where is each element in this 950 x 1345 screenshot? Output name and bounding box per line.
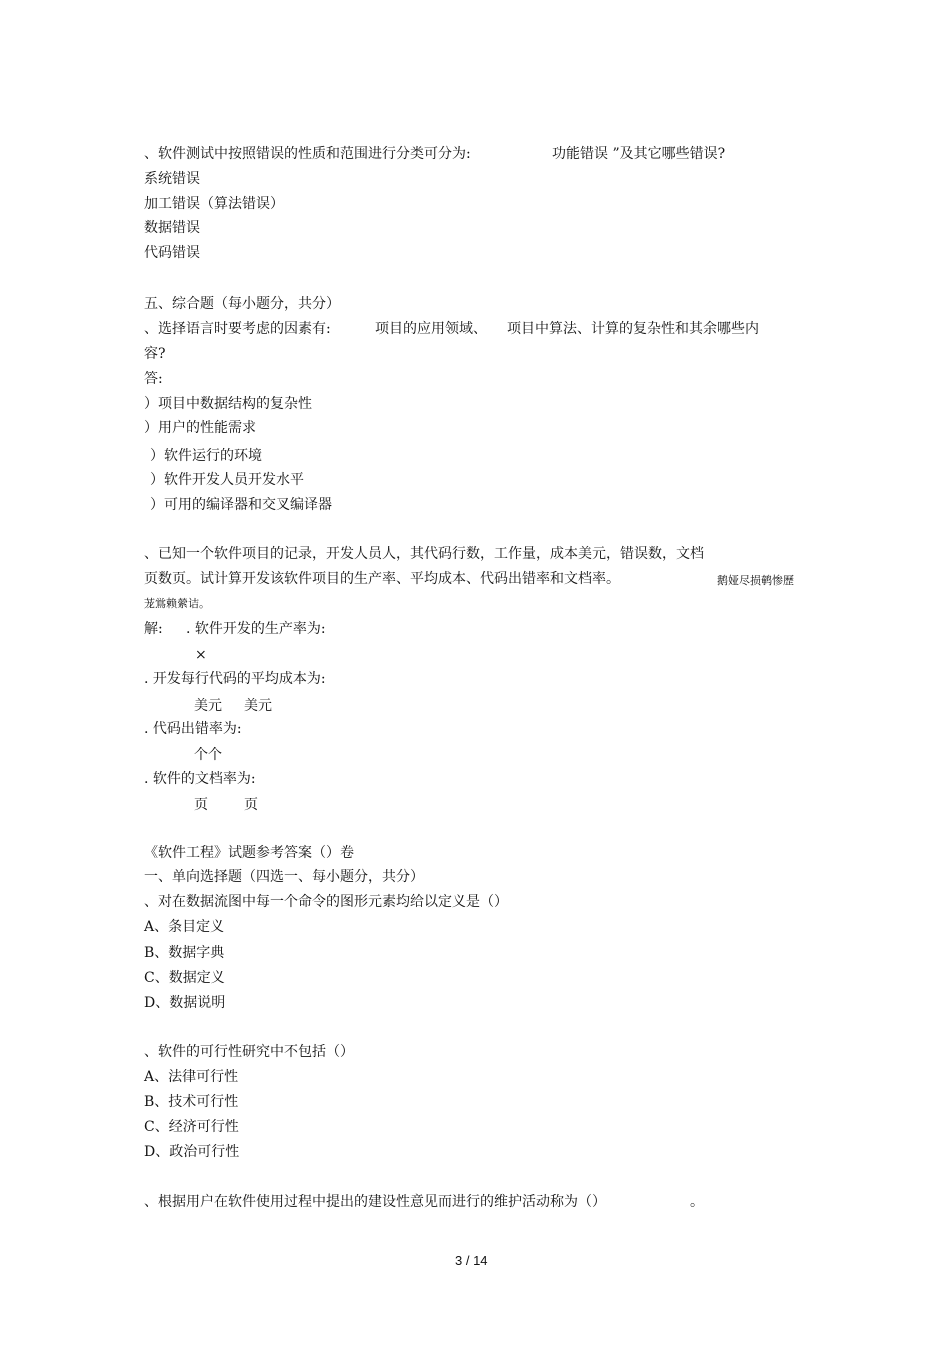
option-item: C、经济可行性: [144, 1119, 239, 1135]
question-project-record-cont: 页数页。试计算开发该软件项目的生产率、平均成本、代码出错率和文档率。: [144, 571, 620, 587]
garbled-text: 鹅娅尽损鹌惨歷: [717, 574, 794, 587]
solution-step: . 开发每行代码的平均成本为:: [144, 671, 326, 687]
solution-value: 美元: [194, 698, 222, 714]
option-item: A、法律可行性: [144, 1069, 239, 1085]
question-project-record: 、已知一个软件项目的记录，开发人员人，其代码行数，工作量，成本美元，错误数，文档: [144, 546, 704, 562]
solution-value: ×: [195, 647, 207, 663]
question-error-classification: 、软件测试中按照错误的性质和范围进行分类可分为:: [144, 146, 471, 162]
solution-value: 美元: [244, 698, 272, 714]
answer-item: 系统错误: [144, 171, 200, 187]
section-heading: 一、单向选择题（四选一、每小题分，共分）: [144, 869, 424, 885]
question-text: 、根据用户在软件使用过程中提出的建设性意见而进行的维护活动称为（）: [144, 1194, 606, 1210]
solution-step: . 软件开发的生产率为:: [186, 621, 326, 637]
question-language-factors-c: 项目中算法、计算的复杂性和其余哪些内: [507, 321, 759, 337]
solution-step: . 软件的文档率为:: [144, 771, 256, 787]
question-language-factors-b: 项目的应用领域、: [375, 321, 487, 337]
question-language-factors: 、选择语言时要考虑的因素有:: [144, 321, 331, 337]
answer-item: ）项目中数据结构的复杂性: [144, 396, 312, 412]
option-item: D、数据说明: [144, 995, 226, 1011]
answer-item: ）软件运行的环境: [150, 448, 262, 464]
option-item: A、条目定义: [144, 919, 225, 935]
answer-item: ）可用的编译器和交叉编译器: [150, 497, 332, 513]
solution-value: 页: [194, 797, 208, 813]
answer-item: 加工错误（算法错误）: [144, 196, 284, 212]
answer-item: ）软件开发人员开发水平: [150, 472, 304, 488]
sentence-end: 。: [690, 1194, 704, 1210]
answer-key-title: 《软件工程》试题参考答案（）卷: [144, 845, 354, 861]
garbled-text: 茏鴬赖縈诘。: [144, 597, 210, 610]
option-item: B、数据字典: [144, 945, 225, 961]
answer-label: 答:: [144, 371, 163, 387]
solution-step: . 代码出错率为:: [144, 721, 242, 737]
question-error-classification-cont: 功能错误 ”及其它哪些错误?: [552, 146, 726, 162]
solution-value: 个个: [194, 747, 222, 763]
option-item: D、政治可行性: [144, 1144, 240, 1160]
section-heading: 五、综合题（每小题分，共分）: [144, 296, 340, 312]
answer-item: 数据错误: [144, 220, 200, 236]
answer-item: 代码错误: [144, 245, 200, 261]
question-text: 、软件的可行性研究中不包括（）: [144, 1044, 354, 1060]
solution-label: 解:: [144, 621, 163, 637]
option-item: C、数据定义: [144, 970, 225, 986]
answer-item: ）用户的性能需求: [144, 420, 256, 436]
question-language-factors-cont: 容?: [144, 346, 166, 362]
solution-value: 页: [244, 797, 258, 813]
question-text: 、对在数据流图中每一个命令的图形元素均给以定义是（）: [144, 894, 508, 910]
page-number: 3 / 14: [455, 1253, 488, 1268]
option-item: B、技术可行性: [144, 1094, 239, 1110]
